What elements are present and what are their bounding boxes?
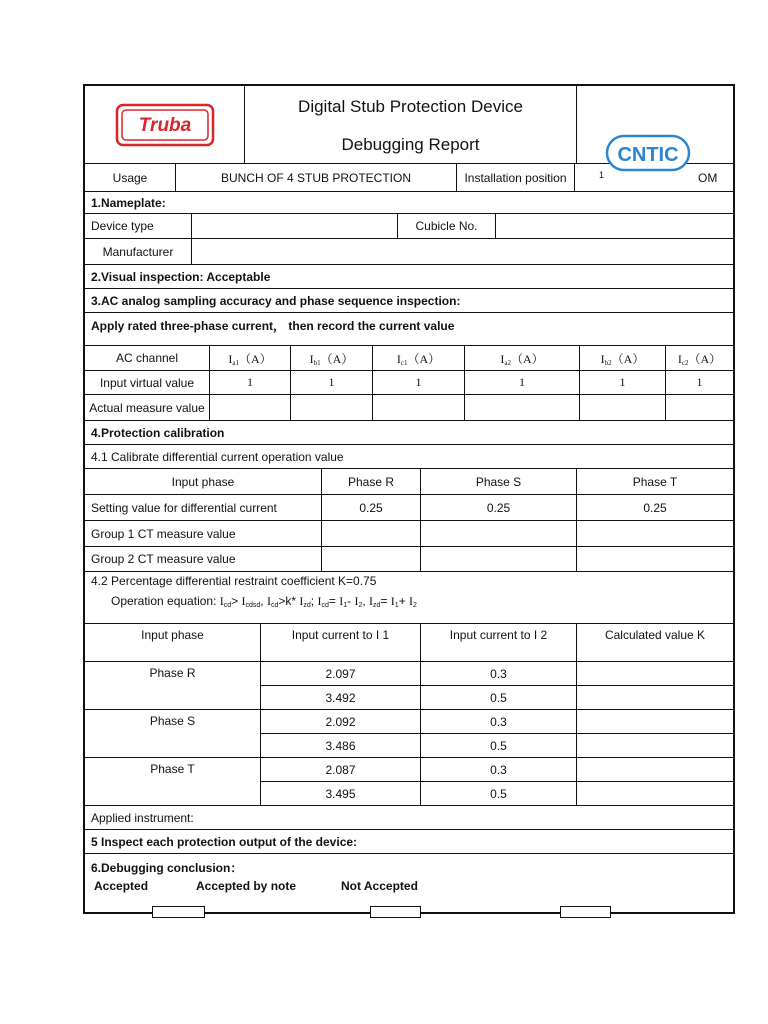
- section5: 5 Inspect each protection output of the device:: [91, 834, 358, 849]
- option-accepted: Accepted: [94, 879, 149, 893]
- installation-label: Installation position: [457, 164, 575, 191]
- restraint-row: [85, 572, 733, 624]
- cubicle-label: Cubicle No.: [398, 214, 496, 238]
- k-calc-field[interactable]: [577, 710, 733, 733]
- report-form: [83, 84, 735, 914]
- ac-channel-a1: $I_{a1}(A)$: [210, 346, 291, 370]
- input-virtual-c1: 1: [373, 371, 465, 394]
- actual-measure-c2[interactable]: [666, 395, 733, 420]
- ac-instruction-row: [85, 313, 733, 345]
- input-virtual-b2: 1: [580, 371, 666, 394]
- input-virtual-label: Input virtual value: [85, 371, 210, 394]
- k-group-phase-r: [85, 662, 733, 710]
- sub41-title: 4.1 Calibrate differential current operation value: [91, 449, 344, 464]
- truba-logo-icon: [115, 102, 215, 148]
- group1-r-field[interactable]: [322, 521, 421, 546]
- svg-text:CNTIC: CNTIC: [617, 144, 679, 166]
- k-header-row: [85, 624, 733, 662]
- k-i1-value: 2.087: [261, 758, 421, 781]
- input-virtual-a1: 1: [210, 371, 291, 394]
- group1-t-field[interactable]: [577, 521, 733, 546]
- svg-text:Truba: Truba: [138, 114, 191, 136]
- cntic-logo-icon: [605, 134, 691, 172]
- usage-label: Usage: [85, 164, 176, 191]
- usage-value: BUNCH OF 4 STUB PROTECTION: [176, 164, 457, 191]
- group1-label: Group 1 CT measure value: [85, 521, 322, 546]
- k-calc-field[interactable]: [577, 662, 733, 685]
- k-i2-value: 0.5: [421, 734, 577, 757]
- k-i1-value: 3.495: [261, 782, 421, 805]
- not-accepted-checkbox[interactable]: [560, 906, 611, 918]
- title-line2: Debugging Report: [341, 134, 480, 154]
- k-phase-label: Phase T: [85, 758, 261, 806]
- actual-measure-c1[interactable]: [373, 395, 465, 420]
- k-calc-header: Calculated value K: [604, 628, 706, 642]
- ac-title: 3.AC analog sampling accuracy and phase sequence inspection:: [91, 293, 461, 308]
- k-i1-value: 2.097: [261, 662, 421, 685]
- k-data-row: [261, 782, 733, 806]
- ac-channel-a2: $I_{a2}(A)$: [465, 346, 580, 370]
- actual-measure-a1[interactable]: [210, 395, 291, 420]
- group2-r-field[interactable]: [322, 547, 421, 571]
- ac-channel-b2: $I_{b2}(A)$: [580, 346, 666, 370]
- installation-value-a: 1: [599, 170, 605, 180]
- manufacturer-label: Manufacturer: [85, 239, 192, 264]
- k-data-row: [261, 686, 733, 710]
- setting-row: [85, 495, 733, 521]
- k-i1-header: [261, 624, 421, 661]
- k-i1-value: 3.486: [261, 734, 421, 757]
- k-i2-value: 0.3: [421, 710, 577, 733]
- input-phase-header: Input phase: [85, 469, 322, 494]
- group2-t-field[interactable]: [577, 547, 733, 571]
- protection-title-row: [85, 421, 733, 445]
- group1-s-field[interactable]: [421, 521, 577, 546]
- accepted-by-note-checkbox[interactable]: [370, 906, 421, 918]
- group2-s-field[interactable]: [421, 547, 577, 571]
- setting-s: 0.25: [421, 495, 577, 520]
- k-data-row: [261, 710, 733, 734]
- k-calc-field[interactable]: [577, 758, 733, 781]
- report-title: [245, 86, 577, 163]
- actual-measure-b1[interactable]: [291, 395, 373, 420]
- sub41-row: [85, 445, 733, 469]
- title-line1: Digital Stub Protection Device: [298, 96, 523, 116]
- actual-measure-label: Actual measure value: [85, 395, 210, 420]
- k-i2-value: 0.5: [421, 782, 577, 805]
- k-calc-field[interactable]: [577, 686, 733, 709]
- operation-equation: [111, 594, 417, 609]
- phase-t-header: Phase T: [632, 474, 678, 489]
- input-virtual-b1: 1: [291, 371, 373, 394]
- cubicle-field[interactable]: [496, 214, 733, 238]
- setting-t: 0.25: [643, 500, 667, 515]
- applied-instrument: Applied instrument:: [91, 810, 194, 825]
- k-data-row: [261, 734, 733, 758]
- input-virtual-row: [85, 371, 733, 395]
- installation-value-b: OM: [698, 170, 718, 185]
- device-type-label: Device type: [85, 214, 192, 238]
- ac-channel-label: AC channel: [85, 346, 210, 370]
- ac-channel-c1: $I_{c1}(A)$: [373, 346, 465, 370]
- protection-title: 4.Protection calibration: [91, 425, 225, 440]
- k-i2-header: [421, 624, 577, 661]
- conclusion-row: [85, 854, 733, 912]
- truba-logo: [85, 86, 245, 163]
- k-phase-label: Phase S: [85, 710, 261, 758]
- device-type-row: [85, 214, 733, 239]
- group2-label: Group 2 CT measure value: [85, 547, 322, 571]
- nameplate-title: 1.Nameplate:: [91, 195, 166, 210]
- phase-s-header: Phase S: [421, 469, 577, 494]
- applied-instrument-row: [85, 806, 733, 830]
- k-i1-value: 2.092: [261, 710, 421, 733]
- ac-title-row: [85, 289, 733, 313]
- visual-row: [85, 265, 733, 289]
- section5-row: [85, 830, 733, 854]
- ac-channel-row: [85, 345, 733, 371]
- k-calc-field[interactable]: [577, 734, 733, 757]
- k-input-phase-header: Input phase: [85, 624, 261, 661]
- ac-instruction: Apply rated three-phase current， then record the current value: [91, 319, 455, 333]
- k-i1-value: 3.492: [261, 686, 421, 709]
- k-phase-label: Phase R: [85, 662, 261, 710]
- option-not-accepted: Not Accepted: [341, 879, 418, 893]
- k-i2-header-text: Input current to I 2: [449, 628, 548, 642]
- phase-header-row: [85, 469, 733, 495]
- input-virtual-a2: 1: [465, 371, 580, 394]
- k-i2-value: 0.3: [421, 662, 577, 685]
- actual-measure-row: [85, 395, 733, 421]
- k-group-phase-s: [85, 710, 733, 758]
- setting-r: 0.25: [322, 495, 421, 520]
- accepted-checkbox[interactable]: [152, 906, 205, 918]
- manufacturer-field[interactable]: [192, 239, 733, 264]
- input-virtual-c2: 1: [696, 375, 703, 389]
- phase-r-header: Phase R: [322, 469, 421, 494]
- equation-render: Operation equation: $I_{cd}> I_{cdsd}$, $I_{cd}>k*$ $I_{zd}$; $I_{cd}= I_1-$ $I_2$, $I_{zd}= I_1+ I_2$: [111, 594, 417, 609]
- ac-channel-c2: $I_{c2}(A)$: [677, 351, 722, 367]
- cntic-logo: [605, 134, 691, 172]
- k-calc-field[interactable]: [577, 782, 733, 805]
- conclusion-title: 6.Debugging conclusion：: [91, 861, 243, 875]
- visual-inspection: 2.Visual inspection: Acceptable: [91, 269, 271, 284]
- k-i2-value: 0.3: [421, 758, 577, 781]
- k-i1-header-text: Input current to I 1: [291, 628, 390, 642]
- setting-label: Setting value for differential current: [85, 495, 322, 520]
- option-accepted-by-note: Accepted by note: [196, 879, 297, 893]
- ac-channel-b1: $I_{b1}(A)$: [291, 346, 373, 370]
- manufacturer-row: [85, 239, 733, 265]
- actual-measure-b2[interactable]: [580, 395, 666, 420]
- k-data-row: [261, 662, 733, 686]
- k-data-row: [261, 758, 733, 782]
- restraint-title: 4.2 Percentage differential restraint coefficient K=0.75: [91, 574, 377, 588]
- group2-row: [85, 547, 733, 572]
- k-i2-value: 0.5: [421, 686, 577, 709]
- k-group-phase-t: [85, 758, 733, 806]
- device-type-field[interactable]: [192, 214, 398, 238]
- nameplate-title-row: [85, 192, 733, 214]
- group1-row: [85, 521, 733, 547]
- actual-measure-a2[interactable]: [465, 395, 580, 420]
